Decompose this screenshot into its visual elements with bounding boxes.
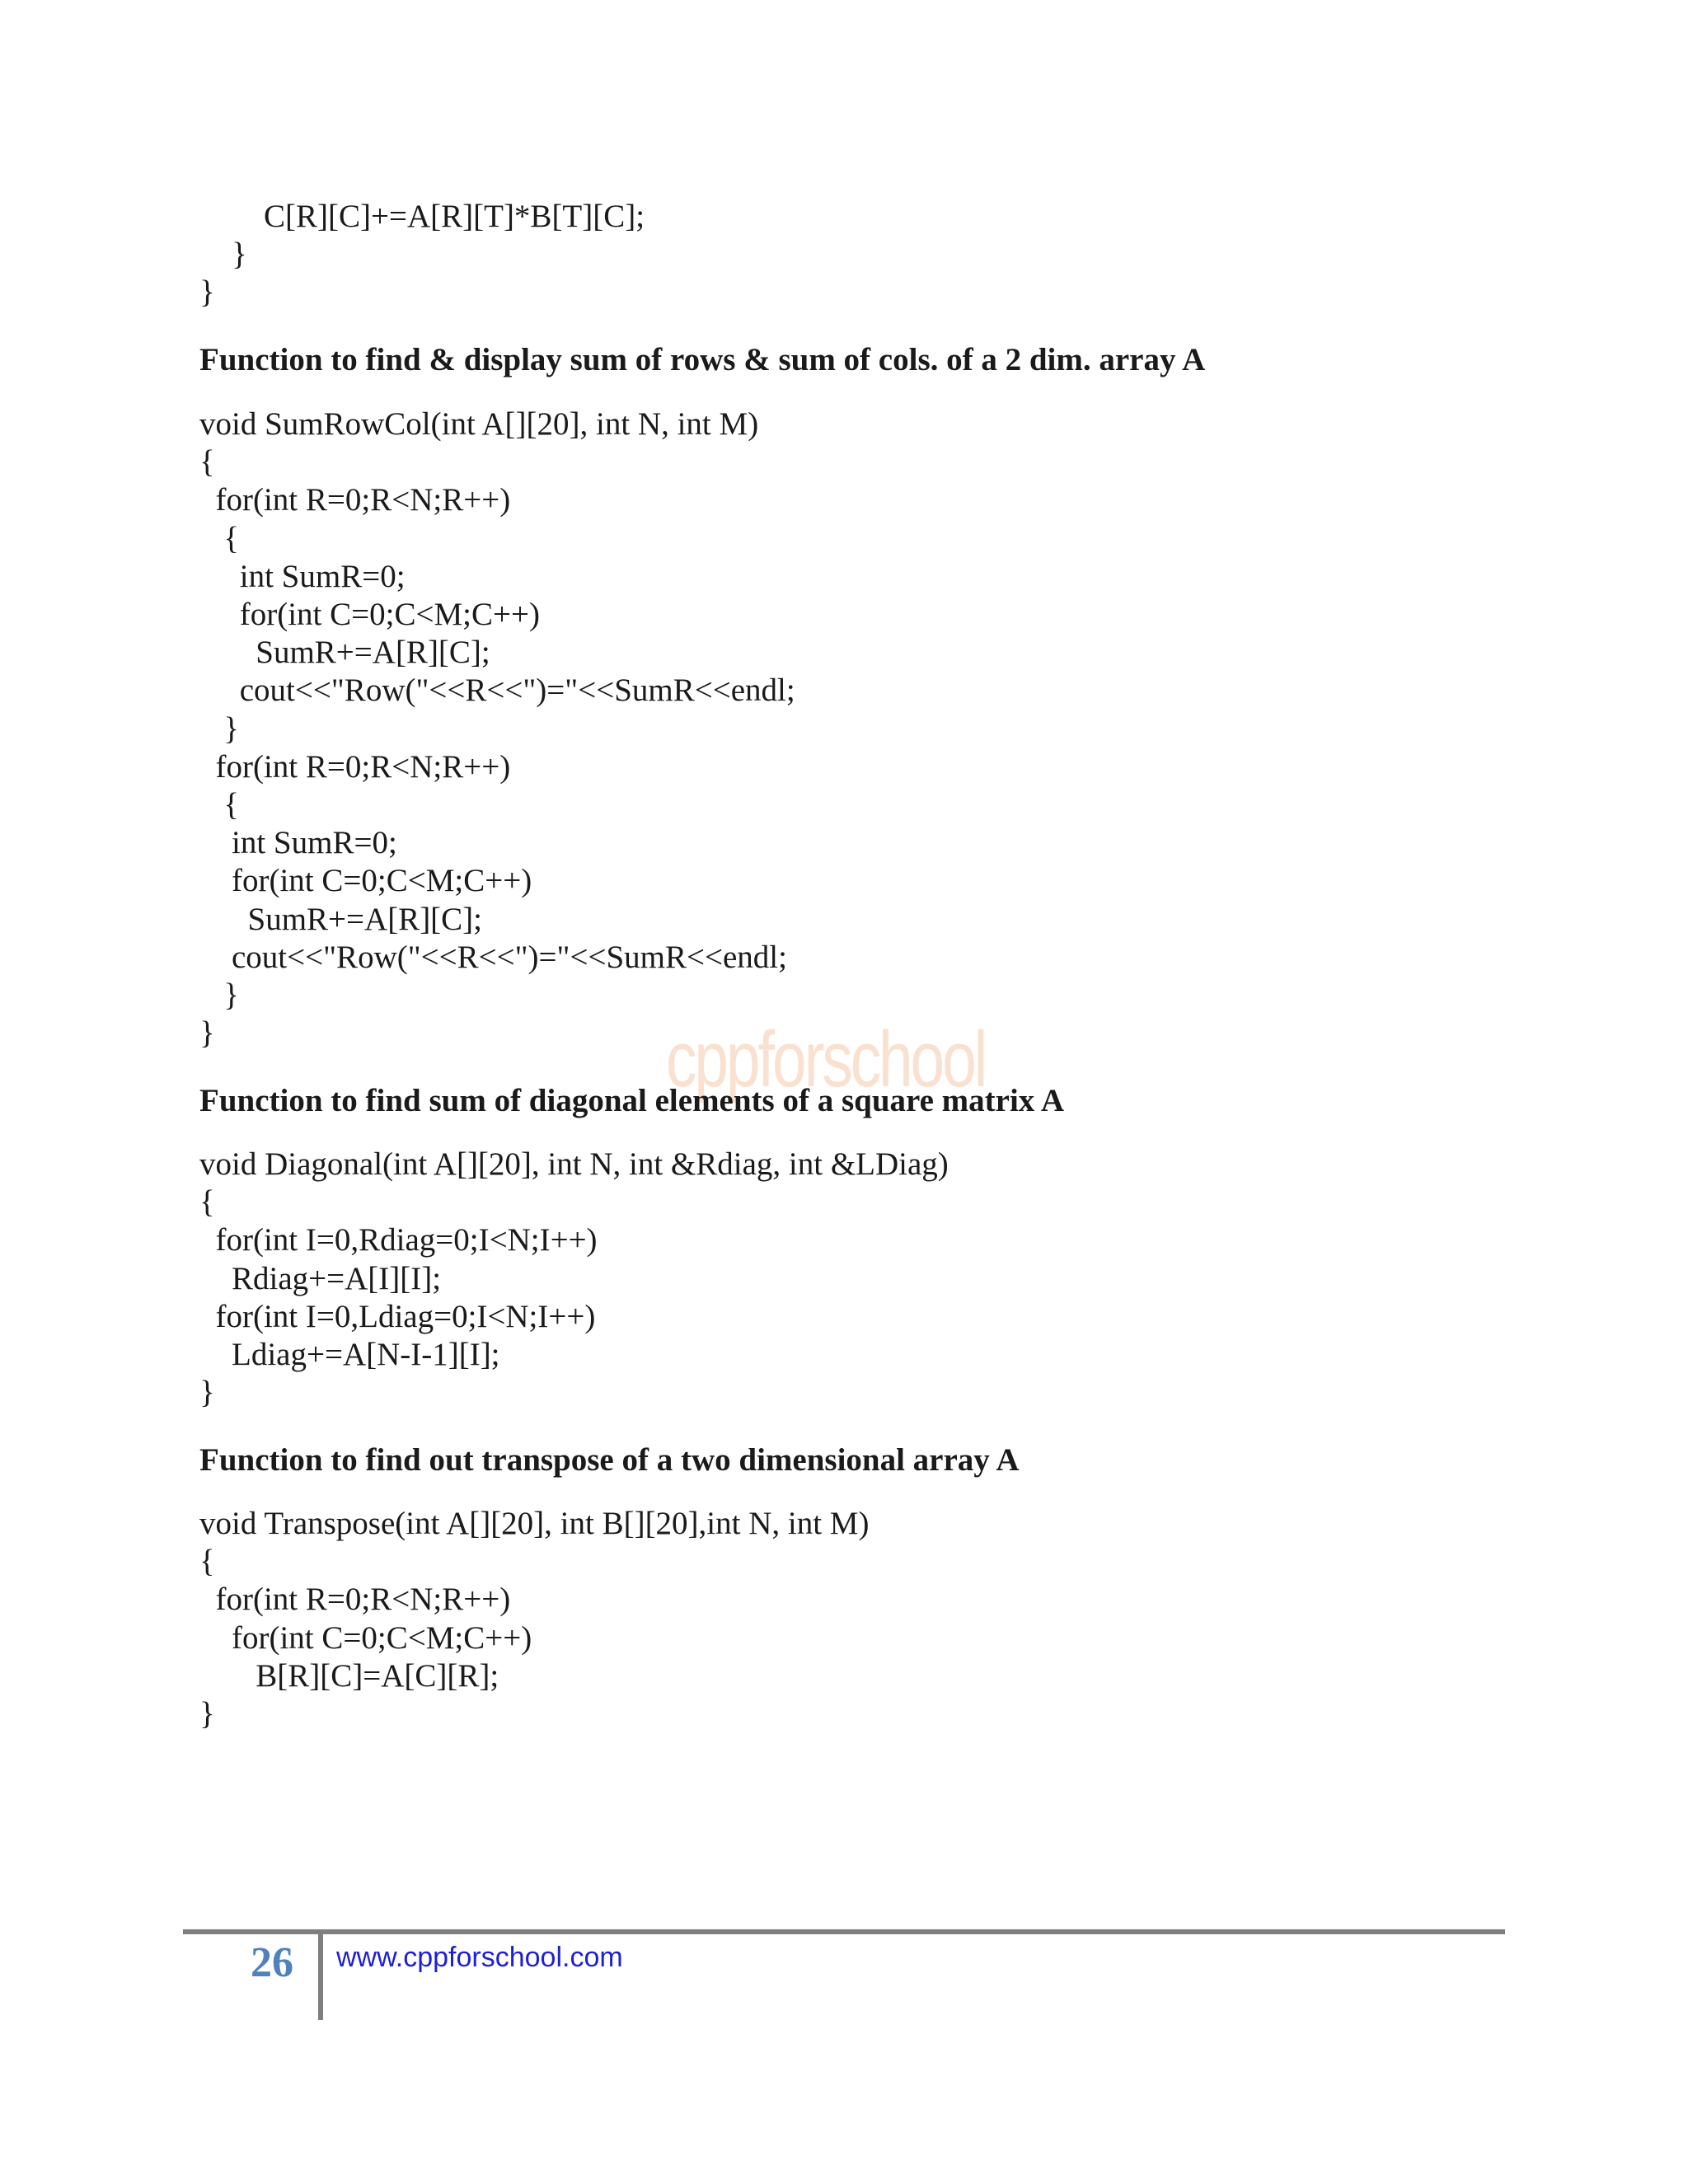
code-block-diagonal: void Diagonal(int A[][20], int N, int &Rdiag, int &LDiag) { for(int I=0,Rdiag=0;I<N;I++) Rdiag+=A[I][I]; for(int I=0,Ldiag=0;I<N;I++) Ldiag+=A[N-I-1][I]; } <box>199 1146 949 1411</box>
page-number: 26 <box>251 1939 293 1986</box>
heading-transpose: Function to find out transpose of a two dimensional array A <box>199 1442 1020 1478</box>
heading-diagonal-sum: Function to find sum of diagonal elements of a square matrix A <box>199 1083 1065 1118</box>
watermark-logo: cppforschool <box>666 1015 986 1104</box>
website-link[interactable]: www.cppforschool.com <box>336 1942 623 1973</box>
code-block-transpose: void Transpose(int A[][20], int B[][20],int N, int M) { for(int R=0;R<N;R++) for(int C=0;C<M;C++) B[R][C]=A[C][R]; } <box>199 1506 870 1732</box>
code-block-continued: C[R][C]+=A[R][T]*B[T][C]; } } <box>199 199 645 311</box>
code-block-sumrowcol: void SumRowCol(int A[][20], int N, int M) { for(int R=0;R<N;R++) { int SumR=0; for(int C=0;C<M;C++) SumR+=A[R][C]; cout<<"Row("<<R<<")="<<SumR<<endl; } for(int R=0;R<N;R++) { int SumR=0; for(int C=0;C<M;C++) SumR+=A[R][C]; cout<<"Row("<<R<<")="<<SumR<<endl; } } <box>199 406 795 1052</box>
footer-divider <box>183 1929 1505 1934</box>
footer-vertical-divider <box>318 1933 323 2020</box>
heading-sum-rows-cols: Function to find & display sum of rows & sum of cols. of a 2 dim. array A <box>199 342 1206 377</box>
